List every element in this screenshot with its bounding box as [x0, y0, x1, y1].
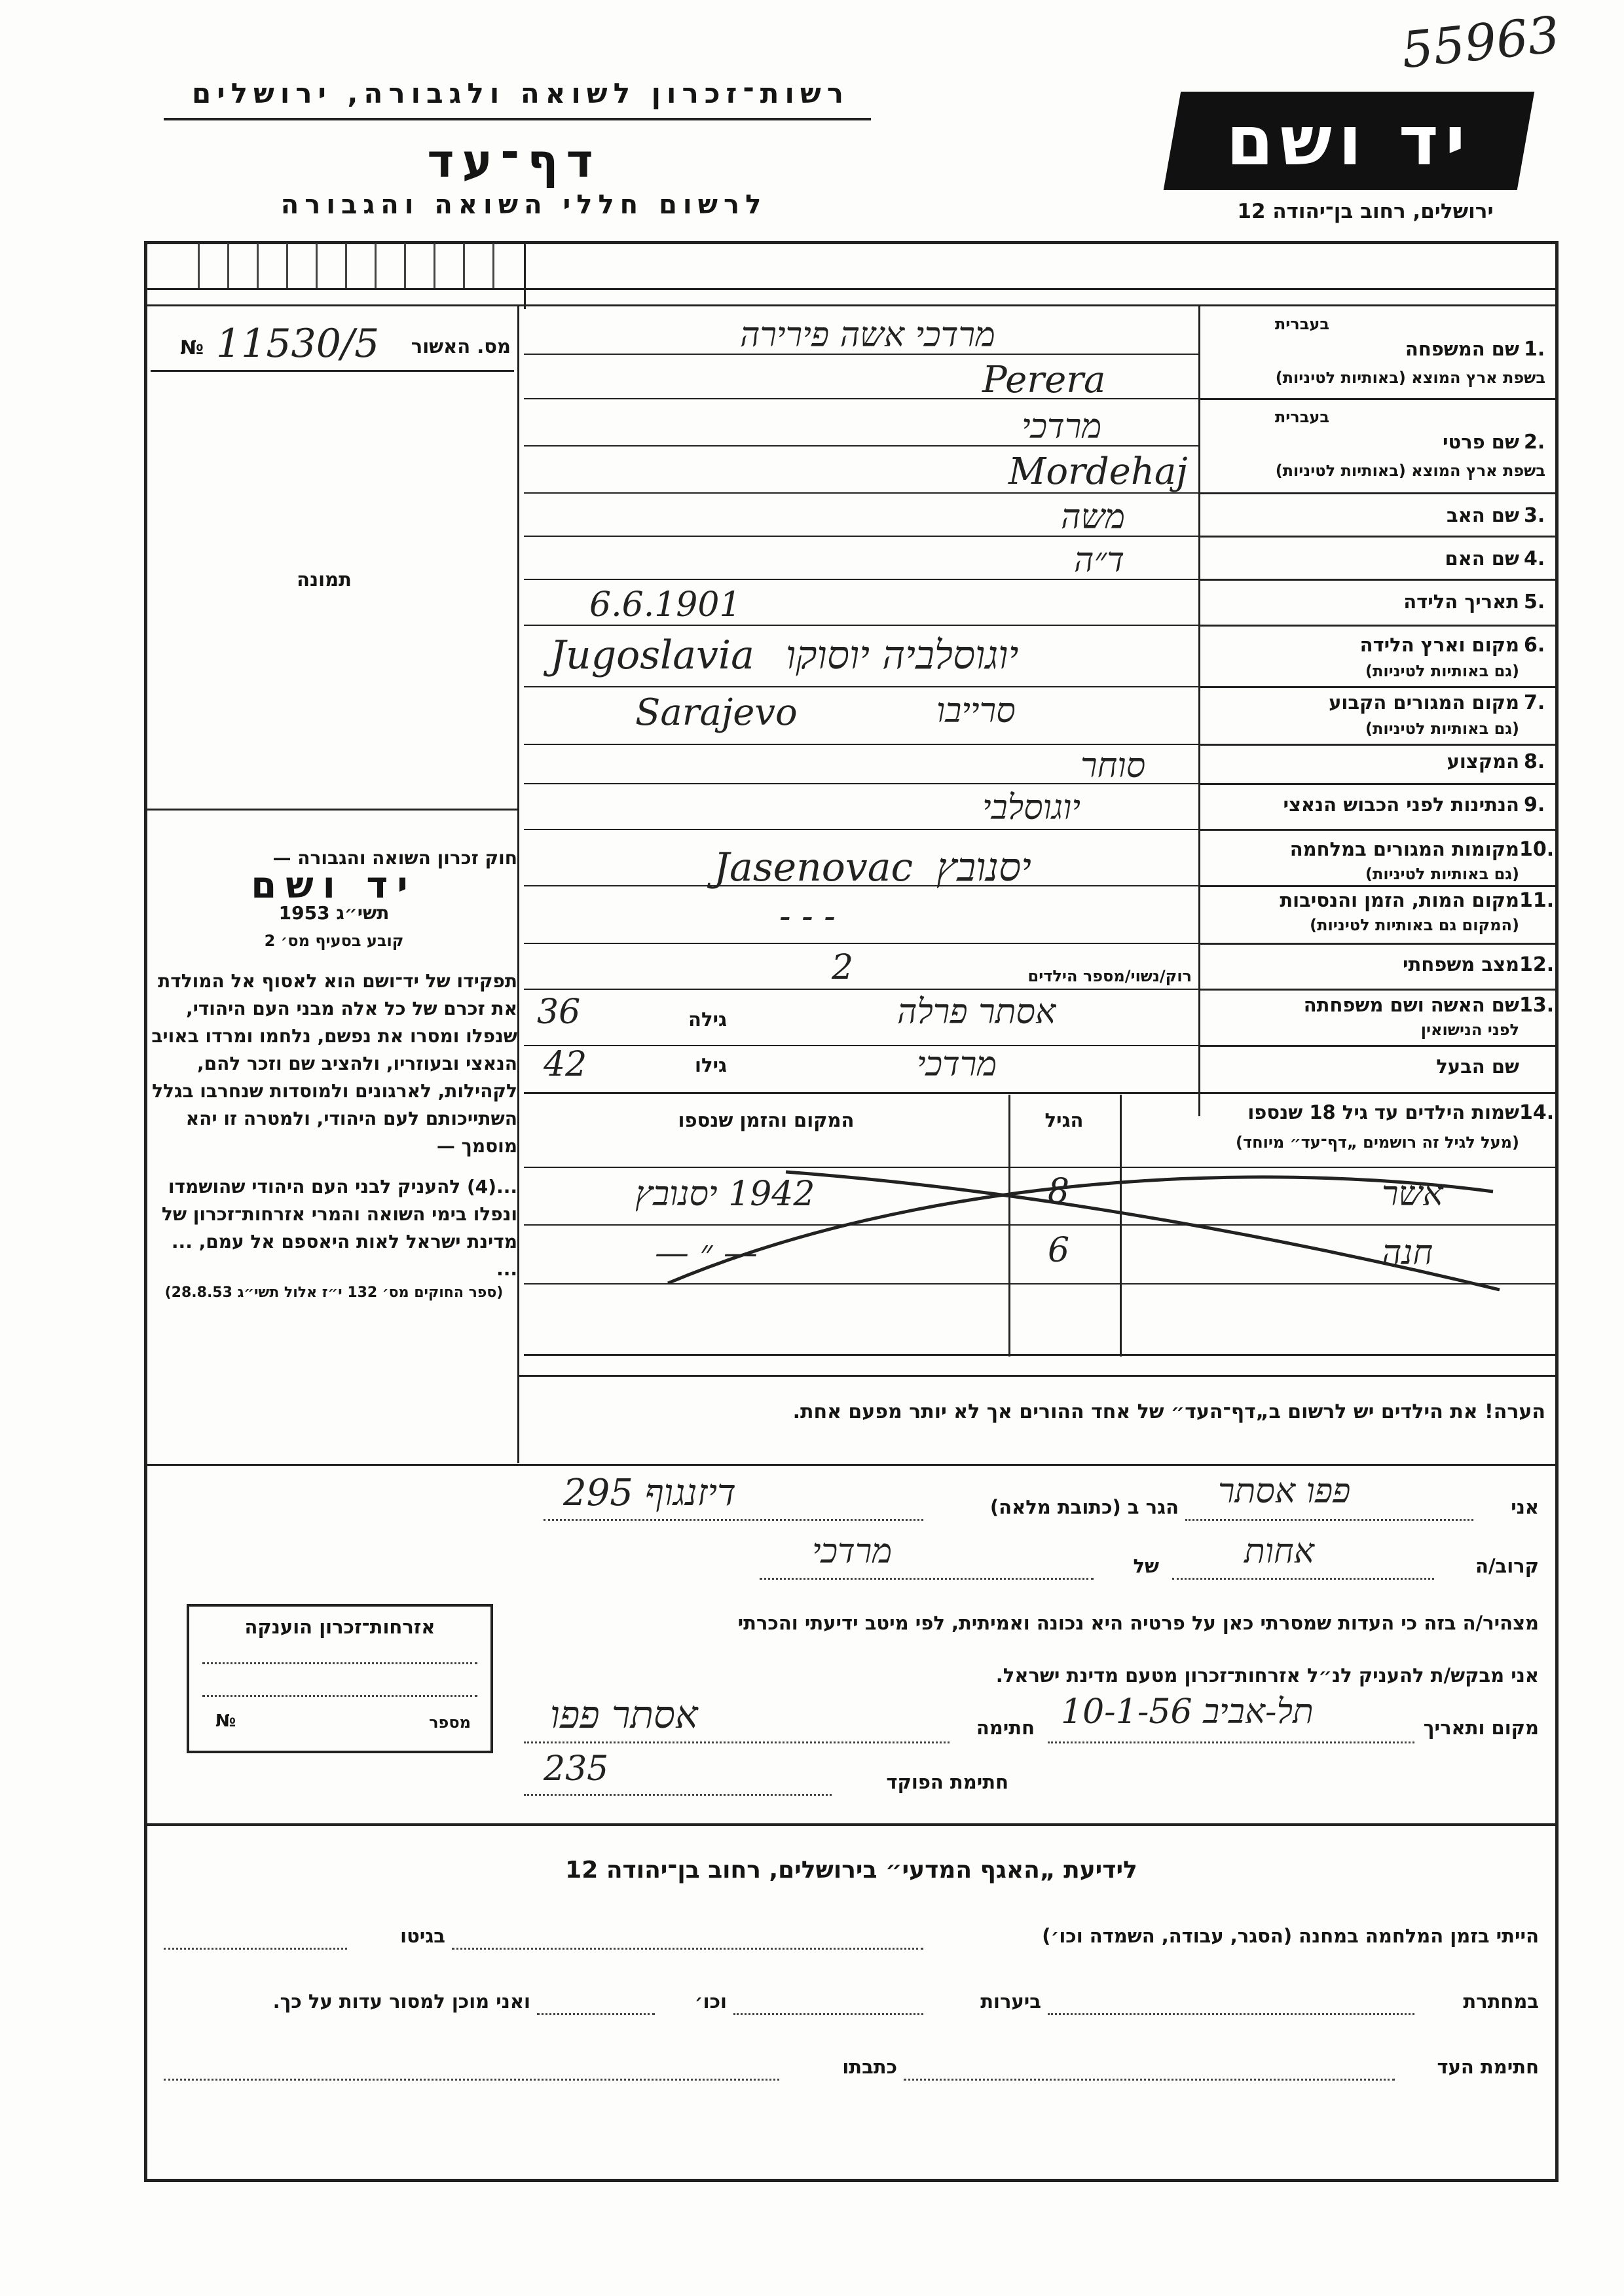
underground-label: במחתרת [1463, 1990, 1539, 2013]
officer-value: 235 [544, 1749, 609, 1789]
divider [524, 686, 1198, 687]
certificate-line [202, 1695, 477, 1697]
divider [524, 744, 1198, 745]
child-1-place: 1942 יסנובץ [635, 1175, 815, 1214]
address-value: דיזנגוף 295 [563, 1472, 736, 1514]
child-2-name: חנה [1382, 1233, 1433, 1273]
relation-value: אחות [1244, 1532, 1314, 1571]
wife-age-value: 36 [537, 993, 581, 1032]
surname-latin-value: Perera [982, 359, 1106, 401]
camp-line [452, 1948, 923, 1950]
divider [151, 370, 514, 372]
willing-to-testify: ואני מוכן למסור עדות על כך. [272, 1990, 530, 2013]
profession-value: סוחר [1080, 746, 1146, 786]
field-1-hebrew-tag: בעברית [1274, 315, 1329, 333]
birthplace-latin-value: Jugoslavia [550, 632, 754, 678]
father-name-value: משה [1061, 498, 1126, 537]
children-place-header: המקום והזמן שנספו [678, 1109, 855, 1131]
field-6-number: 6. [1524, 634, 1545, 657]
divider [524, 829, 1198, 830]
nationality-value: יוגוסלבי [982, 788, 1081, 828]
note-text: הערה! את הילדים יש לרשום ב„דף־העד״ של אחד ההורים אך לא יותר מפעם אחת. [792, 1400, 1545, 1423]
underground-line [1048, 2013, 1414, 2015]
birthplace-hebrew-value: יוגוסלביה יוסוקו [786, 632, 1019, 678]
divider [1198, 492, 1555, 494]
field-13-number: 13. [1519, 994, 1555, 1017]
relation-line [1172, 1578, 1434, 1580]
husband-age-label: גילו [695, 1054, 727, 1076]
form-title: דף־עד [427, 134, 601, 188]
divider [1198, 885, 1555, 887]
divider [1198, 625, 1555, 627]
field-6-label: מקום וארץ הלידה [1359, 634, 1519, 656]
signature-line [524, 1741, 950, 1743]
field-8-label: המקצוע [1447, 750, 1519, 773]
field-4-label: שם האם [1445, 547, 1519, 570]
field-5-number: 5. [1524, 591, 1545, 613]
field-8-number: 8. [1524, 750, 1545, 773]
divider [1198, 829, 1555, 831]
divider [524, 244, 526, 309]
surname-hebrew-value: מרדכי אשה פירירה [740, 316, 995, 355]
officer-line [524, 1794, 832, 1796]
divider [1198, 783, 1555, 785]
place-date-line [1048, 1741, 1414, 1743]
divider [147, 1464, 1555, 1466]
divider [147, 288, 1555, 290]
witness-address-line [164, 2079, 779, 2081]
divider [517, 1375, 1559, 1377]
residence-latin-value: Sarajevo [635, 691, 798, 734]
divider [1198, 536, 1555, 538]
strike-through-lines [655, 1152, 1506, 1309]
officer-label: חתימת הפוקד [886, 1771, 1008, 1793]
yad-vashem-logo [1164, 92, 1534, 190]
field-5-label: תאריך הלידה [1403, 591, 1519, 613]
field-7-label: מקום המגורים הקבוע [1329, 691, 1519, 714]
law-name: יד ושם [251, 864, 417, 907]
children-age-header: הגיל [1044, 1109, 1084, 1131]
signature-value: אסתר פפו [550, 1692, 698, 1737]
certificate-number-symbol: № [215, 1711, 236, 1731]
registration-number-symbol: № [180, 337, 204, 359]
law-source: (ספר החוקים מס׳ 132 י״ז אלול תשי״ג 28.8.53) [164, 1285, 504, 1301]
photo-divider [147, 809, 517, 811]
field-11-sub: (המקום גם באותיות לטיניות) [1310, 916, 1519, 934]
certificate-number-label: מספר [429, 1713, 471, 1732]
divider [524, 943, 1198, 944]
field-13-sub: לפני הנישואין [1420, 1021, 1519, 1039]
child-2-age: 6 [1048, 1231, 1070, 1270]
field-12-number: 12. [1519, 953, 1555, 976]
declarant-line [1185, 1519, 1473, 1521]
divider [147, 1823, 1555, 1826]
husband-age-value: 42 [544, 1045, 587, 1084]
label-column-divider [1198, 304, 1200, 1116]
divider [524, 1045, 1198, 1046]
address-label: הגר ב (כתובת מלאה) [989, 1496, 1179, 1518]
children-label: שמות הילדים עד גיל 18 שנספו [1247, 1101, 1519, 1123]
residence-hebrew-value: סרייבו [936, 691, 1016, 731]
field-10-sub: (גם באותיות לטיניות) [1365, 865, 1519, 883]
wife-age-label: גילה [688, 1008, 727, 1030]
wartime-residence-hebrew-value: יסנובץ [936, 845, 1031, 890]
camp-label: הייתי בזמן המלחמה במחנה (הסגר, עבודה, השמדה וכו׳) [1042, 1925, 1539, 1947]
field-13-label: שם האשה ושם משפחתה [1303, 994, 1519, 1016]
field-2-number: 2. [1524, 431, 1545, 454]
witness-signature-label: חתימת העד [1437, 2056, 1539, 2078]
child-2-place: — ״ — [655, 1233, 758, 1273]
field-3-number: 3. [1524, 504, 1545, 527]
divider [524, 1354, 1559, 1356]
field-10-number: 10. [1519, 838, 1555, 861]
death-place-value: - - - [779, 897, 836, 936]
declarant-value: פפו אסתר [1218, 1472, 1351, 1511]
field-11-label: מקום המות, הזמן והנסיבות [1280, 889, 1519, 911]
wife-name-value: אסתר פרלה [897, 993, 1056, 1032]
divider [524, 1092, 1559, 1094]
ghetto-label: בגיטו [400, 1925, 445, 1947]
field-7-number: 7. [1524, 691, 1545, 714]
law-year: תשי״ג 1953 [278, 902, 390, 924]
field-6-sub: (גם באותיות לטיניות) [1365, 662, 1519, 680]
law-clause-4: ...(4) להעניק לבני העם היהודי שהושמדו ונפלו בימי השואה והמרי אזרחות־זכרון של מדינת ישראל לאות היאספם אל עמם, ... ... [161, 1176, 517, 1280]
field-1-sub: בשפת ארץ המוצא (באותיות לטיניות) [1275, 369, 1545, 387]
scientific-dept-title: לידיעת „האגף המדעי״ בירושלים, רחוב בן־יהודה 12 [565, 1857, 1137, 1884]
witness-address-label: כתבתו [842, 2056, 897, 2078]
relation-label: קרוב/ה [1475, 1555, 1539, 1577]
field-9-label: הנתינות לפני הכבוש הנאצי [1283, 793, 1519, 816]
field-11-number: 11. [1519, 889, 1555, 912]
child-1-name: אשר [1382, 1175, 1443, 1214]
of-line [760, 1578, 1094, 1580]
witness-signature-line [904, 2079, 1395, 2081]
tick-boxes [170, 244, 511, 288]
children-number: 14. [1519, 1101, 1555, 1124]
organization-name: רשות־זכרון לשואה ולגבורה, ירושלים [191, 77, 850, 109]
first-name-latin-value: Mordehaj [1008, 450, 1188, 493]
registration-label: מס. האשור [411, 335, 511, 357]
archive-number: 55963 [1399, 5, 1562, 80]
wartime-residence-latin-value: Jasenovac [714, 845, 913, 890]
ghetto-line [164, 1948, 347, 1950]
etc-line [537, 2013, 655, 2015]
divider [1198, 744, 1555, 746]
law-heading: חוק זכרון השואה והגבורה — [272, 847, 517, 869]
field-4-number: 4. [1524, 547, 1545, 570]
birth-date-value: 6.6.1901 [589, 585, 741, 625]
child-1-age: 8 [1048, 1172, 1070, 1211]
organization-address: ירושלים, רחוב בן־יהודה 12 [1237, 200, 1494, 223]
divider [1198, 943, 1555, 945]
divider [524, 625, 1198, 626]
certificate-box [187, 1604, 493, 1753]
etc-label: וכו׳ [694, 1990, 727, 2013]
forests-label: ביערות [980, 1990, 1041, 2013]
field-12-label: מצב משפחתי [1402, 953, 1519, 975]
header-rule [164, 118, 871, 120]
statement-text: מצהיר/ה בזה כי העדות שמסרתי כאן על פרטיה היא נכונה ואמיתית, לפי מיטב ידיעתי והכרתי [737, 1612, 1539, 1634]
place-date-value: תל-אביב 10-1-56 [1061, 1692, 1314, 1732]
certificate-title: אזרחות־זכרון הוענקה [244, 1616, 435, 1638]
husband-name-value: מרדכי [917, 1045, 997, 1084]
left-column-divider [517, 304, 519, 1463]
divider [1198, 579, 1555, 581]
divider [524, 989, 1198, 990]
first-name-hebrew-value: מרדכי [1022, 407, 1102, 446]
forests-line [733, 2013, 923, 2015]
place-date-label: מקום ותאריך [1423, 1717, 1539, 1739]
mother-name-value: ד״ה [1074, 541, 1125, 580]
declarant-label: אני [1511, 1496, 1539, 1518]
field-1-label: שם המשפחה [1405, 338, 1519, 360]
law-text-block [151, 845, 517, 1303]
of-value: מרדכי [812, 1532, 893, 1571]
certificate-line [202, 1662, 477, 1664]
field-9-number: 9. [1524, 793, 1545, 816]
law-body: תפקידו של יד־ושם הוא לאסוף אל המולדת את זכרם של כל אלה מבני העם היהודי, שנפלו ומסרו את נפשם, נלחמו ומרדו באויב הנאצי ובעוזריו, ולהציב שם וזכר להם, לקהילות, לארגונים ולמוסדות שנחרבו בגלל השתייכותם לעם היהודי, ולמטרה זו יהא מוסמך — [151, 970, 517, 1157]
of-label: של [1133, 1555, 1159, 1577]
field-1-number: 1. [1524, 338, 1545, 361]
logo-text: יד ושם [1226, 101, 1472, 181]
photo-label: תמונה [297, 568, 352, 591]
address-line [544, 1519, 923, 1521]
field-3-label: שם האב [1446, 504, 1519, 526]
field-2-sub: בשפת ארץ המוצא (באותיות לטיניות) [1275, 462, 1545, 480]
form-subtitle: לרשום חללי השואה והגבורה [280, 190, 767, 220]
registration-value: 11530/5 [216, 321, 380, 367]
request-text: אני מבקש/ת להעניק לנ״ל אזרחות־זכרון מטעם מדינת ישראל. [995, 1664, 1539, 1686]
divider [1198, 398, 1555, 400]
field-7-sub: (גם באותיות לטיניות) [1365, 720, 1519, 738]
field-2-label: שם פרטי [1442, 431, 1519, 453]
divider [147, 304, 1555, 306]
law-section: קובע בסעיף מס׳ 2 [264, 932, 404, 950]
divider [1198, 1045, 1555, 1047]
divider [1198, 686, 1555, 688]
marital-status-sublabel: רוק/נשוי/מספר הילדים [1027, 967, 1192, 985]
field-2-hebrew-tag: בעברית [1274, 408, 1329, 426]
divider [1198, 989, 1555, 991]
children-sub: (מעל לגיל זה רושמים „דף־עד״ מיוחד) [1236, 1133, 1519, 1152]
signature-label: חתימה [976, 1717, 1035, 1739]
field-10-label: מקומות המגורים במלחמה [1289, 838, 1519, 860]
children-count-value: 2 [832, 948, 854, 987]
husband-label: שם הבעל [1436, 1055, 1519, 1078]
